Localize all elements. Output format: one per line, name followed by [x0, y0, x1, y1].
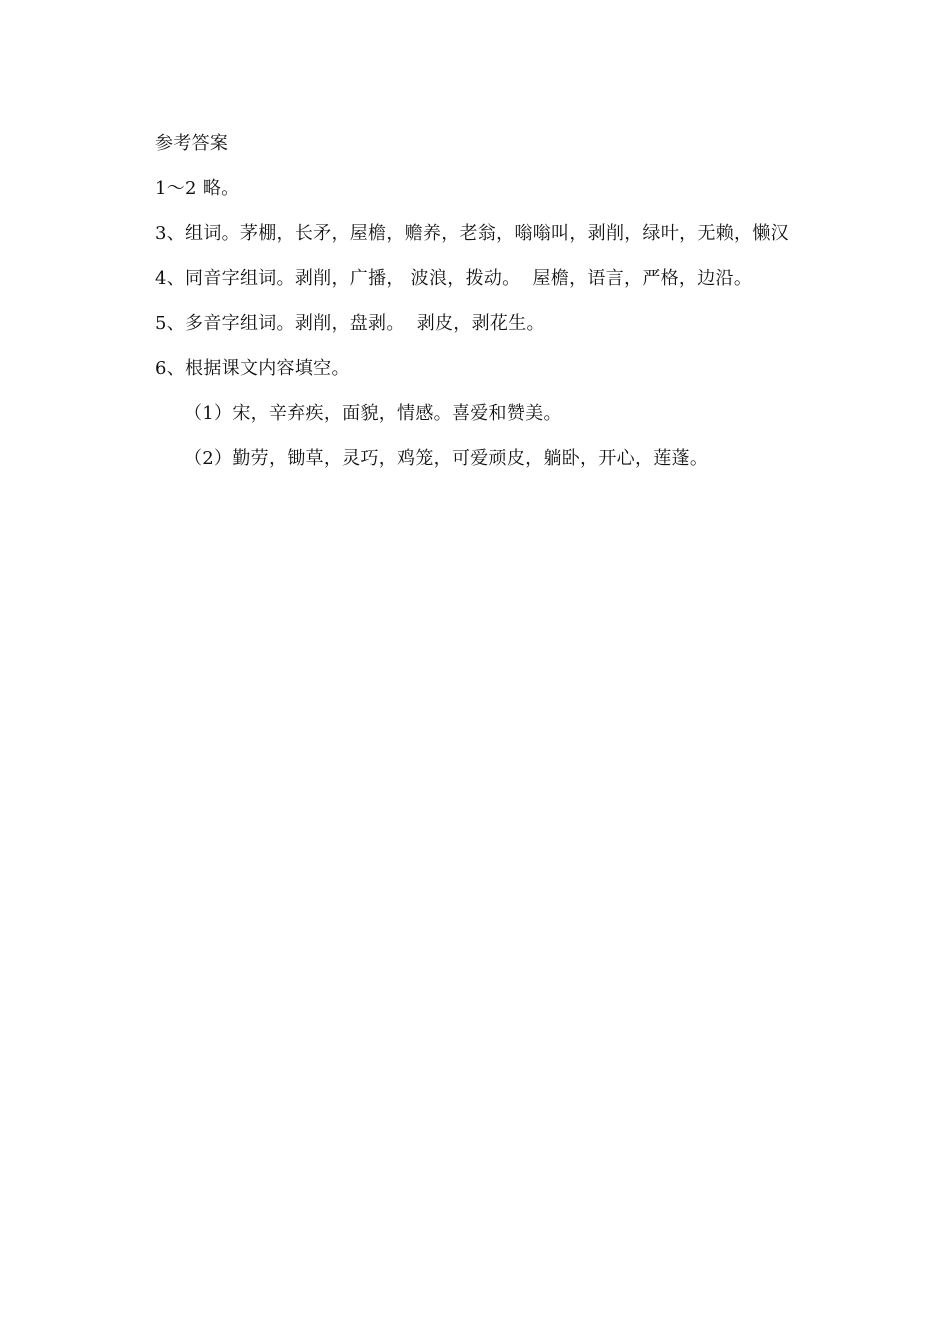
- document-title: 参考答案: [155, 133, 229, 154]
- answer-line-6: 6、根据课文内容填空。: [155, 358, 350, 379]
- answer-subline-1: （1）宋，辛弃疾，面貌，情感。喜爱和赞美。: [184, 403, 562, 424]
- answer-line-3: 3、组词。茅棚，长矛，屋檐，赡养，老翁，嗡嗡叫，剥削，绿叶，无赖，懒汉: [155, 223, 789, 244]
- answer-line-4: 4、同音字组词。剥削，广播， 波浪，拨动。 屋檐，语言，严格，边沿。: [155, 268, 753, 289]
- answer-line-5: 5、多音字组词。剥削，盘剥。 剥皮，剥花生。: [155, 313, 545, 334]
- answer-line-1-2: 1～2 略。: [155, 178, 240, 199]
- answer-subline-2: （2）勤劳，锄草，灵巧，鸡笼，可爱顽皮，躺卧，开心，莲蓬。: [184, 448, 709, 469]
